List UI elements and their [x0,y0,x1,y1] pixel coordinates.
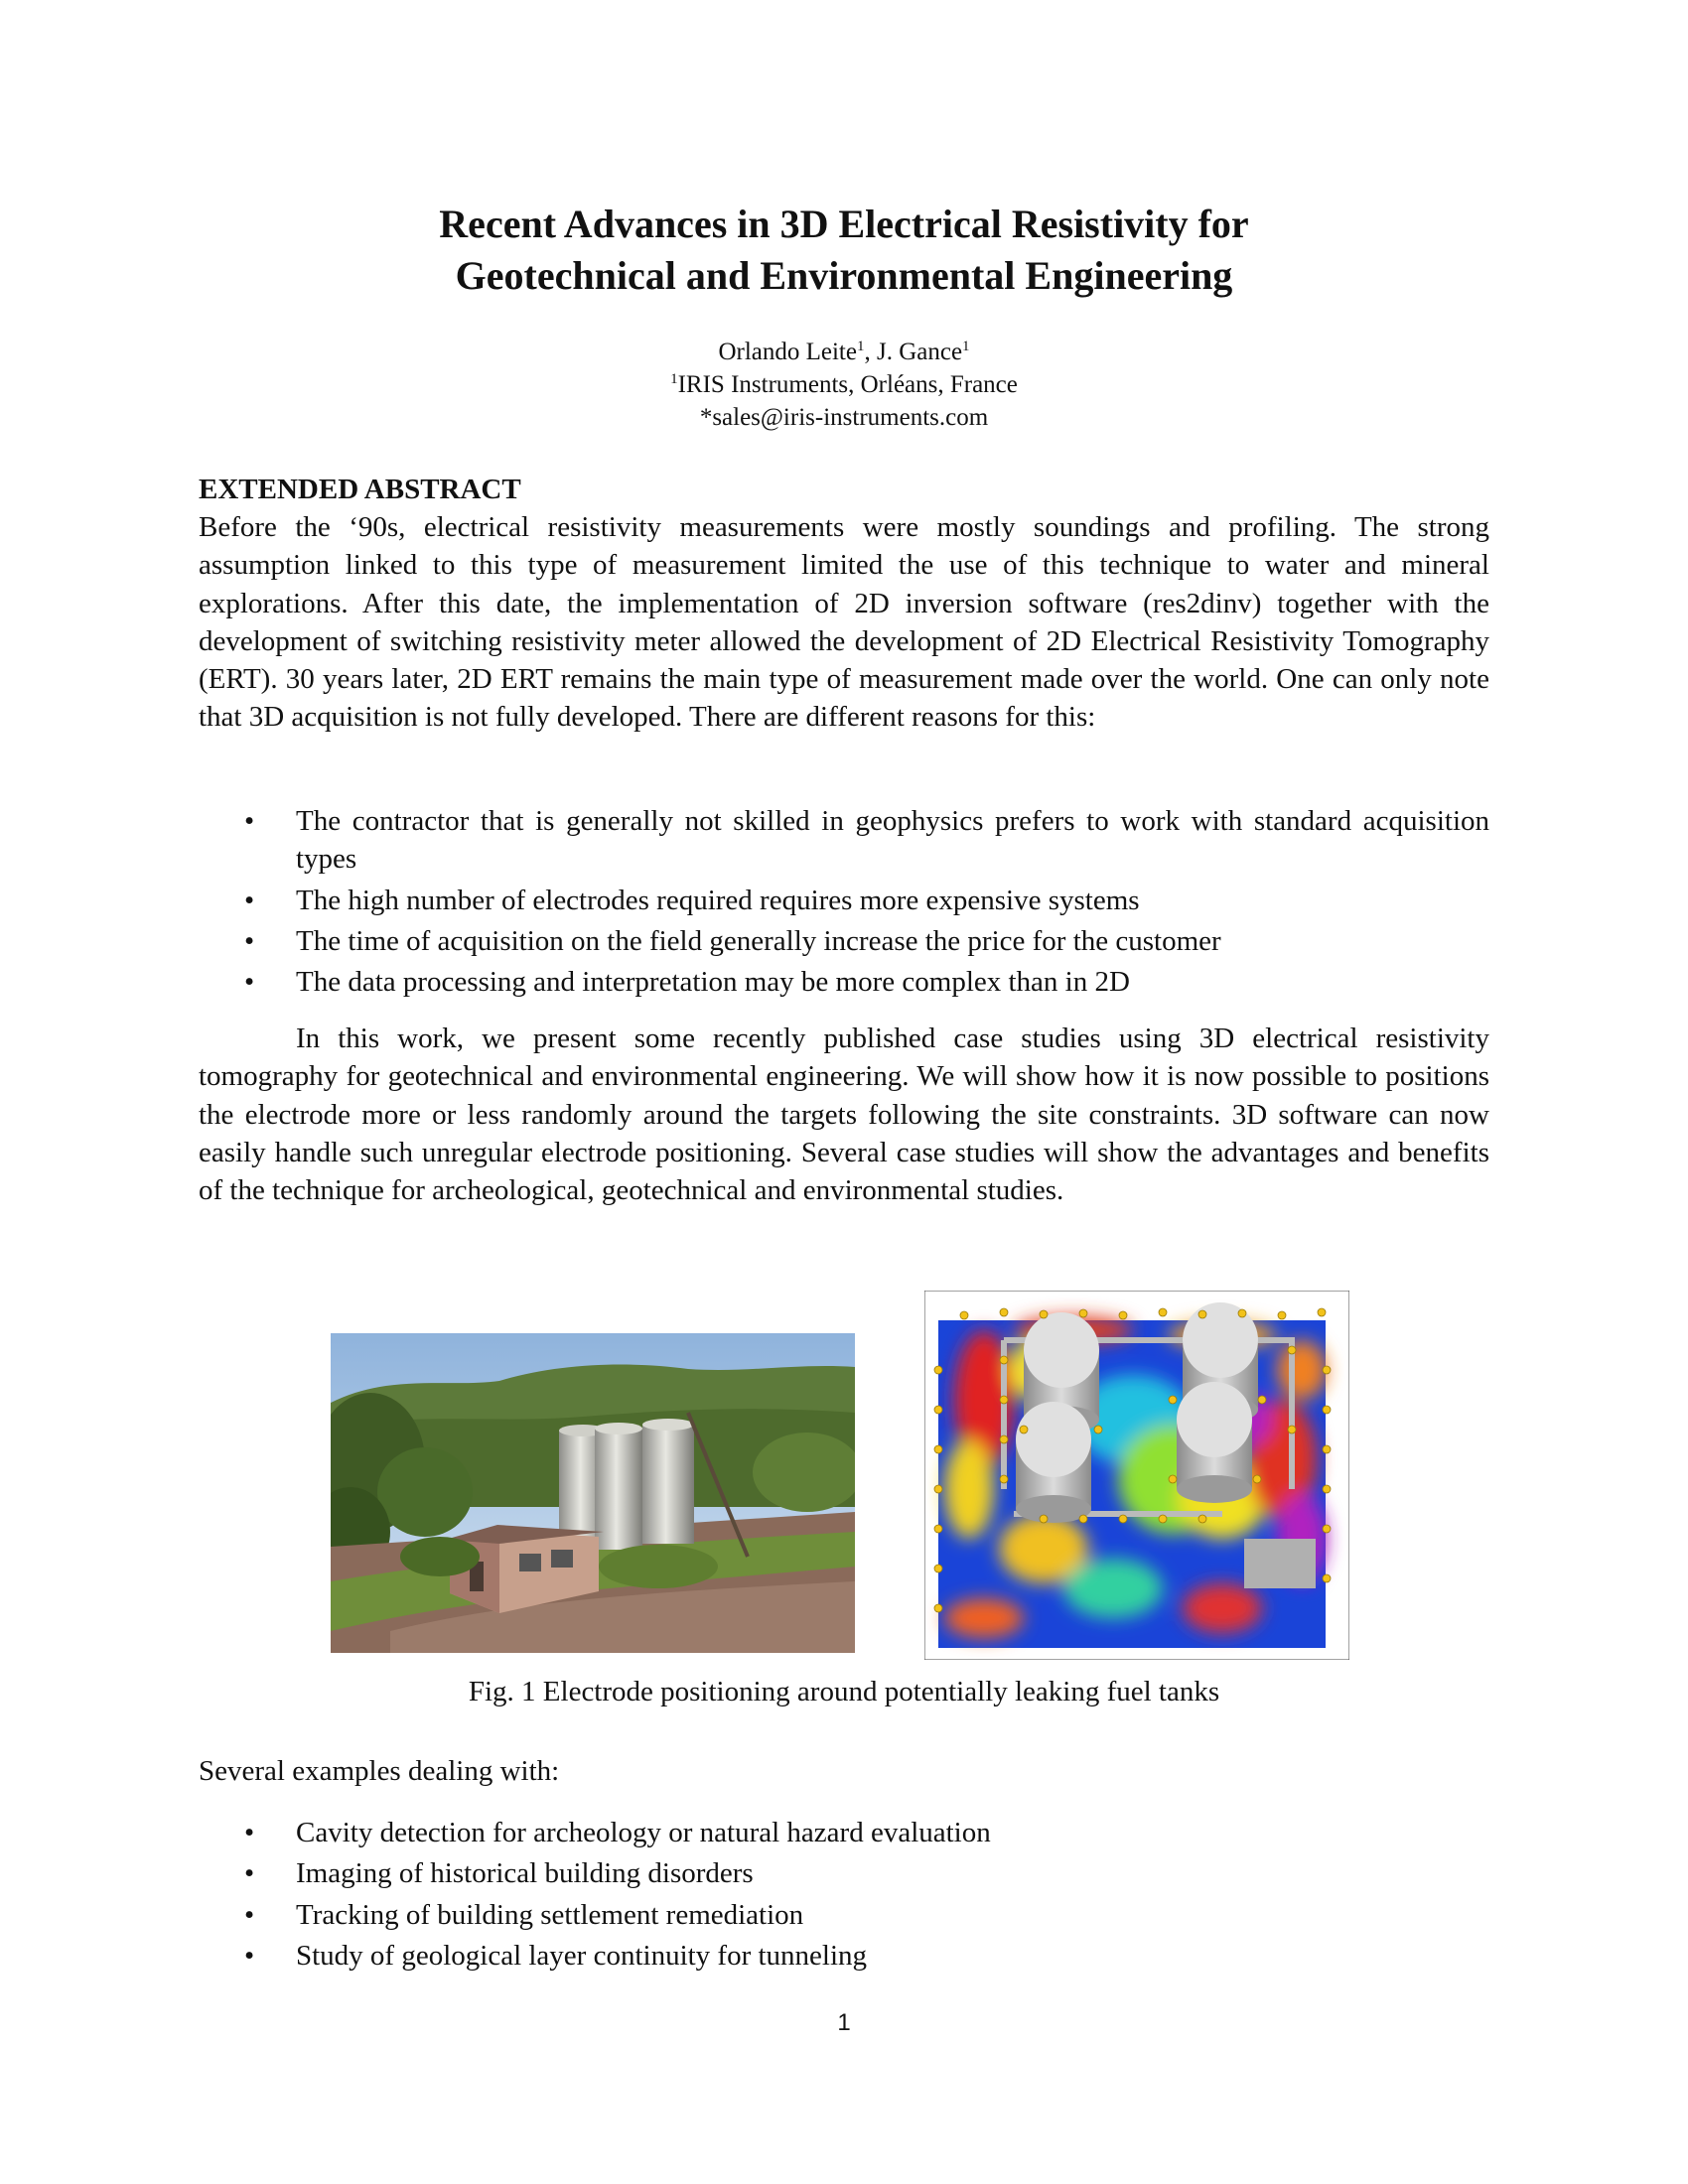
author-names [199,336,1489,368]
list-item [199,1896,1489,1934]
fuel-tanks-site-photo [331,1333,855,1653]
list-item [199,1937,1489,1975]
list-item-text: The time of acquisition on the field generally increase the price for the customer [296,924,1221,957]
bullet-icon: • [244,1898,255,1931]
title-line-2: Geotechnical and Environmental Engineering [455,253,1233,298]
bullet-icon: • [244,1939,255,1972]
author-1-affil-mark: 1 [856,339,865,354]
paper-title [199,199,1489,302]
resistivity-map-figure [924,1291,1349,1660]
list-item [199,1814,1489,1851]
abstract-paragraph-1: Before the ‘90s, electrical resistivity measurements were mostly soundings and profiling. The strong assumption linked to this type of measurement limited the use of this technique to water and mineral explorations. After this date, the implementation of 2D inversion software (res2dinv) together with the development of switching resistivity meter allowed the development of 2D Electrical Resistivity Tomography (ERT). 30 years later, 2D ERT remains the main type of measurement made over the world. One can only note that 3D acquisition is not fully developed. There are different reasons for this: [199,511,1489,734]
affiliation [199,368,1489,401]
resistivity-color-field [938,1316,1327,1648]
bullet-icon: • [244,1857,255,1890]
list-item-text: The high number of electrodes required requires more expensive systems [296,884,1140,916]
list-item [199,963,1489,1001]
affiliation-text: IRIS Instruments, Orléans, France [677,371,1018,398]
list-item-text: Cavity detection for archeology or natural hazard evaluation [296,1817,991,1848]
title-line-1: Recent Advances in 3D Electrical Resistivity for [439,202,1249,246]
list-item [199,1854,1489,1892]
list-item-text: Imaging of historical building disorders [296,1857,754,1890]
bullet-icon: • [244,924,255,957]
list-item [199,802,1489,879]
contact-email: *sales@iris-instruments.com [699,404,989,431]
author-2: , J. Gance [864,339,963,365]
author-block [199,336,1489,434]
bullet-icon: • [244,884,255,916]
examples-list [199,1814,1489,1978]
list-item [199,882,1489,919]
list-item-text: The data processing and interpretation may be more complex than in 2D [296,966,1130,999]
page-number: 1 [837,2009,851,2036]
figure-caption: Fig. 1 Electrode positioning around potentially leaking fuel tanks [468,1676,1220,1707]
section-heading: EXTENDED ABSTRACT [199,474,521,505]
bullet-icon: • [244,805,255,837]
bullet-icon: • [244,1817,255,1848]
list-item-text: The contractor that is generally not skilled in geophysics prefers to work with standard acquisition types [296,805,1489,876]
author-1: Orlando Leite [718,339,857,365]
bullet-icon: • [244,966,255,999]
list-item-text: Tracking of building settlement remediation [296,1898,804,1931]
list-item [199,922,1489,960]
abstract-paragraph-2: In this work, we present some recently published case studies using 3D electrical resistivity tomography for geotechnical and environmental engineering. We will show how it is now possible to positions the electrode more or less randomly around the targets following the site constraints. 3D software can now easily handle such unregular electrode positioning. Several case studies will show the advantages and benefits of the technique for archeological, geotechnical and environmental studies. [199,1023,1489,1207]
reasons-list [199,802,1489,1004]
affiliation-mark: 1 [670,371,678,387]
list-item-text: Study of geological layer continuity for tunneling [296,1939,868,1972]
author-2-affil-mark: 1 [962,339,970,354]
examples-intro: Several examples dealing with: [199,1755,560,1787]
